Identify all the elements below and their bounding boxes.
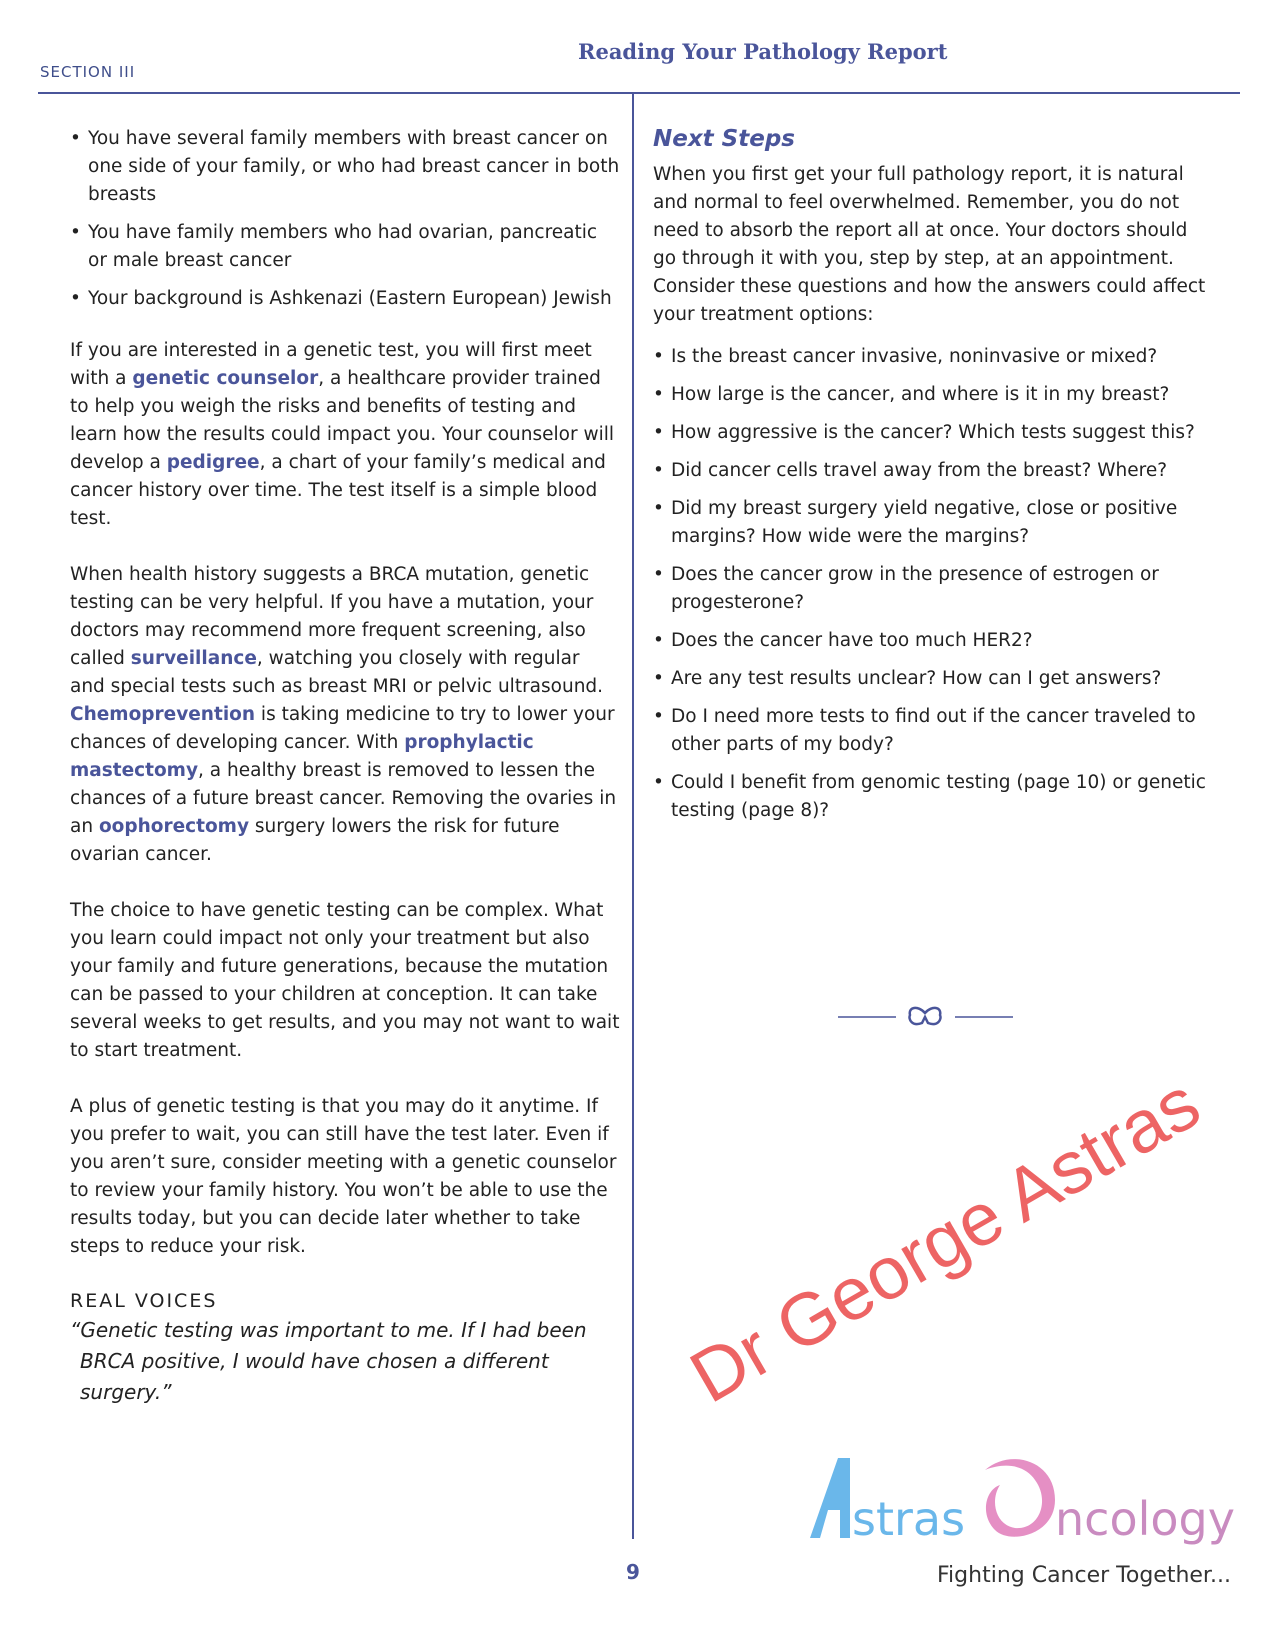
question-item: • Did cancer cells travel away from the breast? Where? — [653, 457, 1213, 485]
risk-factor-list — [70, 125, 620, 313]
term-genetic-counselor: genetic counselor — [132, 368, 319, 389]
text: If you are interested in a genetic test, you will first meet with a — [70, 340, 592, 389]
text: , watching you closely with regular and special tests such as breast MRI or pelvic ultrasound. — [70, 648, 604, 697]
page-number: 9 — [626, 1560, 640, 1584]
question-item: • Do I need more tests to find out if the cancer traveled to other parts of my body? — [653, 703, 1213, 759]
butterfly-ornament-icon — [838, 1005, 1013, 1029]
paragraph-plus: A plus of genetic testing is that you may do it anytime. If you prefer to wait, you can still have the test later. Even if you aren’t sure, consider meeting with a genetic counselor to review your family history. You won’t be able to use the results today, but you can decide later whether to take steps to reduce your risk. — [70, 1096, 617, 1257]
paragraph-choice: The choice to have genetic testing can be complex. What you learn could impact not only your treatment but also your family and future generations, because the mutation can be passed to your children at conception. It can take several weeks to get results, and you may not want to wait to start treatment. — [70, 900, 620, 1061]
column-divider — [632, 94, 634, 1539]
text: is taking medicine to try to lower your chances of developing cancer. With — [70, 704, 615, 753]
svg-text:stras: stras — [852, 1492, 966, 1546]
text: surgery lowers the risk for future ovarian cancer. — [70, 816, 560, 865]
term-surveillance: surveillance — [130, 648, 257, 669]
questions-list — [653, 343, 1213, 825]
question-item: • Could I benefit from genomic testing (page 10) or genetic testing (page 8)? — [653, 769, 1213, 825]
text: When health history suggests a BRCA mutation, genetic testing can be very helpful. If you have a mutation, your doctors may recommend more frequent screening, also called — [70, 564, 594, 669]
term-pedigree: pedigree — [166, 452, 260, 473]
page-title: Reading Your Pathology Report — [578, 39, 948, 64]
text: , a healthy breast is removed to lessen the chances of a future breast cancer. Removing the ovaries in an — [70, 760, 617, 837]
right-column — [653, 125, 1213, 835]
list-item: • Your background is Ashkenazi (Eastern European) Jewish — [70, 285, 620, 313]
list-item: • You have several family members with breast cancer on one side of your family, or who had breast cancer in both breasts — [70, 125, 620, 209]
question-item: • Does the cancer grow in the presence of estrogen or progesterone? — [653, 561, 1213, 617]
text: , a healthcare provider trained to help you weigh the risks and benefits of testing and learn how the results could impact you. Your counselor will develop a — [70, 368, 615, 473]
section-label: SECTION III — [40, 63, 136, 81]
question-item: • How aggressive is the cancer? Which tests suggest this? — [653, 419, 1213, 447]
next-steps-intro: When you first get your full pathology report, it is natural and normal to feel overwhelmed. Remember, you do not need to absorb the report all at once. Your doctors should go through it with you, step by step, at an appointment. Consider these questions and how the answers could affect your treatment options: — [653, 164, 1206, 325]
left-column — [70, 125, 620, 1408]
question-item: • How large is the cancer, and where is it in my breast? — [653, 381, 1213, 409]
term-chemoprevention: Chemoprevention — [70, 704, 256, 725]
question-item: • Did my breast surgery yield negative, close or positive margins? How wide were the margins? — [653, 495, 1213, 551]
header-rule — [38, 92, 1240, 94]
term-prophylactic-mastectomy: prophylactic mastectomy — [70, 732, 534, 781]
question-item: • Are any test results unclear? How can I get answers? — [653, 665, 1213, 693]
astras-oncology-logo — [810, 1450, 1235, 1550]
next-steps-heading: Next Steps — [653, 126, 795, 152]
text: , a chart of your family’s medical and cancer history over time. The test itself is a simple blood test. — [70, 452, 606, 529]
real-voices-quote: “Genetic testing was important to me. If I had been BRCA positive, I would have chosen a different surgery.” — [70, 1318, 587, 1404]
logo-tagline: Fighting Cancer Together... — [937, 1563, 1231, 1588]
real-voices-heading: REAL VOICES — [70, 1290, 218, 1312]
list-item: • You have family members who had ovarian, pancreatic or male breast cancer — [70, 219, 620, 275]
question-item: • Does the cancer have too much HER2? — [653, 627, 1213, 655]
paragraph-genetic-counselor — [70, 337, 620, 533]
svg-text:ncology: ncology — [1055, 1492, 1235, 1546]
paragraph-brca — [70, 561, 620, 869]
watermark: Dr George Astras — [676, 1060, 1214, 1419]
question-item: • Is the breast cancer invasive, noninvasive or mixed? — [653, 343, 1213, 371]
term-oophorectomy: oophorectomy — [98, 816, 250, 837]
